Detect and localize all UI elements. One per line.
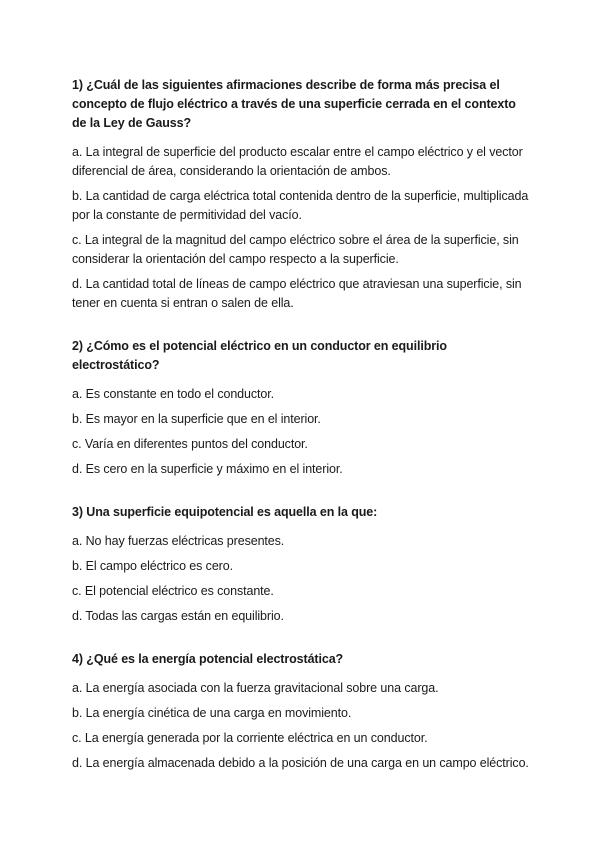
question-4-options	[72, 679, 532, 773]
question-2-option-a: a. Es constante en todo el conductor.	[72, 387, 274, 401]
question-1-text: 1) ¿Cuál de las siguientes afirmaciones describe de forma más precisa el concepto de flujo eléctrico a través de una superficie cerrada en el contexto de la Ley de Gauss?	[72, 78, 516, 130]
question-4-option-d: d. La energía almacenada debido a la posición de una carga en un campo eléctrico.	[72, 756, 529, 770]
question-3-option-d: d. Todas las cargas están en equilibrio.	[72, 609, 284, 623]
question-4-option-c: c. La energía generada por la corriente eléctrica en un conductor.	[72, 731, 428, 745]
question-4-option-b: b. La energía cinética de una carga en movimiento.	[72, 706, 352, 720]
question-3	[72, 503, 532, 626]
question-3-options	[72, 532, 532, 626]
question-2-option-d: d. Es cero en la superficie y máximo en el interior.	[72, 462, 343, 476]
question-2	[72, 337, 532, 479]
question-3-text: 3) Una superficie equipotencial es aquella en la que:	[72, 505, 378, 519]
question-4-text: 4) ¿Qué es la energía potencial electrostática?	[72, 652, 344, 666]
question-1	[72, 76, 532, 313]
question-3-option-c: c. El potencial eléctrico es constante.	[72, 584, 274, 598]
question-4-option-a: a. La energía asociada con la fuerza gravitacional sobre una carga.	[72, 681, 439, 695]
question-3-option-b: b. El campo eléctrico es cero.	[72, 559, 233, 573]
question-1-options	[72, 143, 532, 313]
question-3-option-a: a. No hay fuerzas eléctricas presentes.	[72, 534, 285, 548]
question-1-option-b: b. La cantidad de carga eléctrica total contenida dentro de la superficie, multiplicada por la constante de permitividad del vacío.	[72, 189, 529, 222]
question-4	[72, 650, 532, 773]
question-1-option-a: a. La integral de superficie del producto escalar entre el campo eléctrico y el vector diferencial de área, considerando la orientación de ambos.	[72, 145, 523, 178]
question-2-option-c: c. Varía en diferentes puntos del conductor.	[72, 437, 308, 451]
document-page	[72, 76, 532, 773]
question-2-options	[72, 385, 532, 479]
question-1-option-c: c. La integral de la magnitud del campo eléctrico sobre el área de la superficie, sin considerar la orientación del campo respecto a la superficie.	[72, 233, 519, 266]
question-2-text: 2) ¿Cómo es el potencial eléctrico en un conductor en equilibrio electrostático?	[72, 339, 447, 372]
question-1-option-d: d. La cantidad total de líneas de campo eléctrico que atraviesan una superficie, sin tener en cuenta si entran o salen de ella.	[72, 277, 522, 310]
question-2-option-b: b. Es mayor en la superficie que en el interior.	[72, 412, 321, 426]
